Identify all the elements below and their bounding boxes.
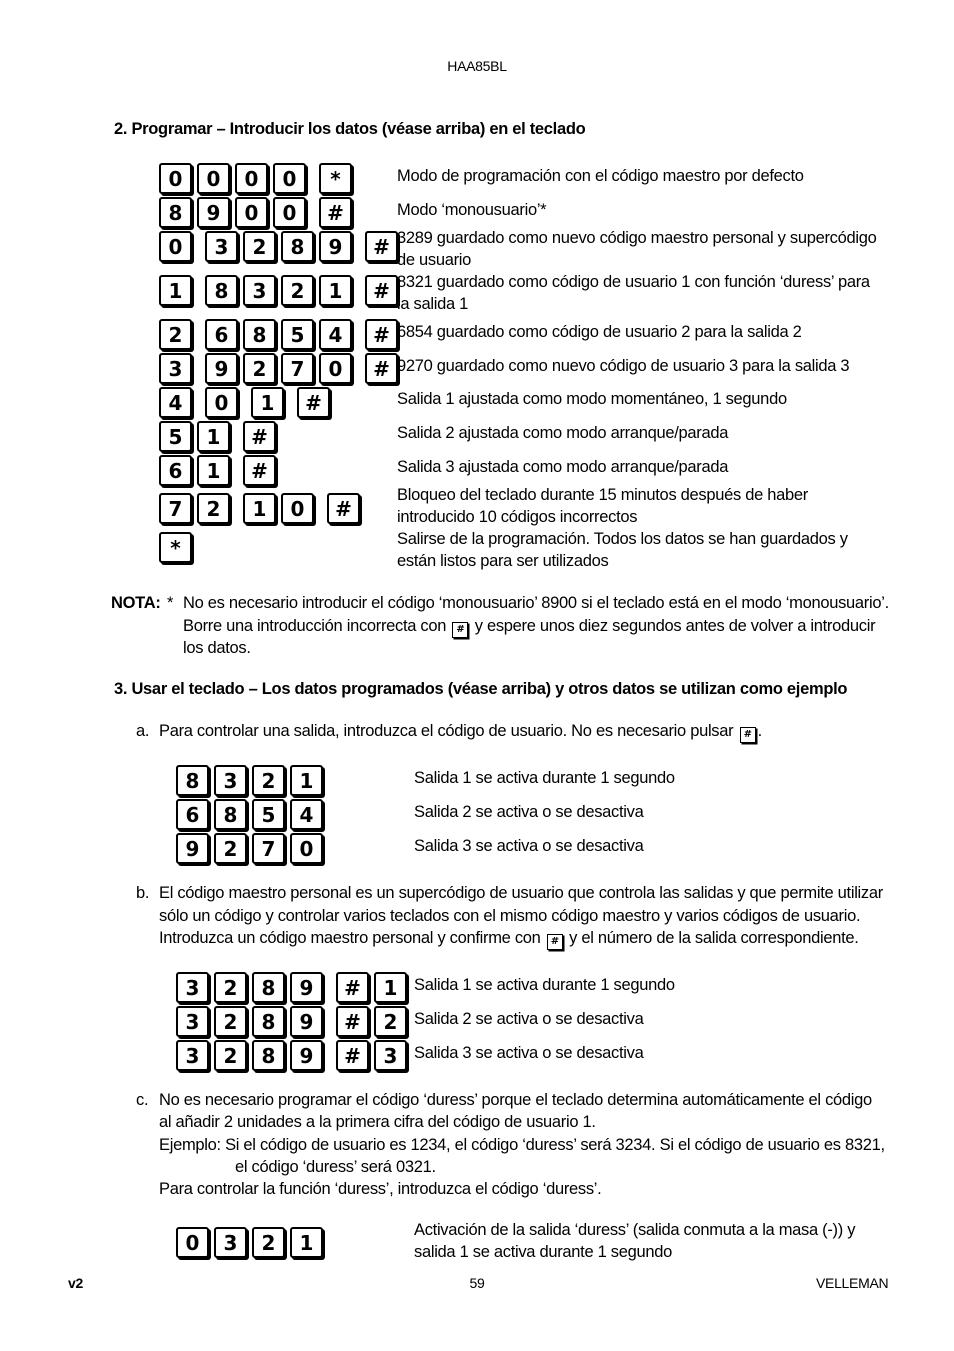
key-sequence-description: Activación de la salida ‘duress’ (salida conmuta a la masa (-)) y salida 1 se activa durante 1 segundo: [414, 1221, 856, 1261]
digit-key-1-icon: 1: [290, 765, 323, 796]
digit-key-9-icon: 9: [290, 972, 323, 1003]
hash-key-icon: #: [327, 493, 360, 524]
digit-key-3-icon: 3: [159, 353, 192, 384]
key-sequence-description: Salida 1 se activa durante 1 segundo: [414, 769, 675, 787]
digit-key-0-icon: 0: [273, 197, 306, 228]
section-2-title: 2. Programar – Introducir los datos (véase arriba) en el teclado: [114, 120, 586, 138]
hash-key-icon: #: [336, 972, 369, 1003]
item-a-marker: a.: [136, 722, 150, 740]
key-sequence-description: Modo ‘monousuario’*: [397, 201, 547, 219]
hash-key-icon: #: [319, 197, 352, 228]
digit-key-1-icon: 1: [159, 275, 192, 306]
key-sequence: [176, 765, 328, 796]
note-line-2-a: Borre una introducción incorrecta con: [183, 617, 447, 635]
key-sequence-description: 8321 guardado como código de usuario 1 con función ‘duress’ para la salida 1: [397, 273, 870, 313]
key-sequence: [159, 197, 357, 228]
digit-key-2-icon: 2: [214, 1006, 247, 1037]
key-sequence-description: 6854 guardado como código de usuario 2 para la salida 2: [397, 323, 802, 341]
key-sequence-description: Salida 1 se activa durante 1 segundo: [414, 976, 675, 994]
item-c-line-5: Para controlar la función ‘duress’, introduzca el código ‘duress’.: [159, 1180, 602, 1198]
digit-key-8-icon: 8: [205, 275, 238, 306]
digit-key-7-icon: 7: [281, 353, 314, 384]
hash-key-icon: #: [336, 1040, 369, 1071]
digit-key-6-icon: 6: [176, 799, 209, 830]
item-b-line-3-a: Introduzca un código maestro personal y confirme con: [159, 929, 541, 947]
digit-key-3-icon: 3: [176, 972, 209, 1003]
digit-key-9-icon: 9: [290, 1040, 323, 1071]
digit-key-9-icon: 9: [205, 353, 238, 384]
digit-key-2-icon: 2: [214, 972, 247, 1003]
key-sequence: [159, 532, 197, 563]
digit-key-9-icon: 9: [197, 197, 230, 228]
digit-key-2-icon: 2: [252, 765, 285, 796]
star-key-icon: *: [319, 163, 352, 194]
digit-key-2-icon: 2: [214, 1040, 247, 1071]
key-sequence: [159, 163, 357, 194]
key-sequence: [159, 275, 403, 306]
key-sequence: [159, 231, 403, 262]
digit-key-1-icon: 1: [374, 972, 407, 1003]
digit-key-4-icon: 4: [159, 387, 192, 418]
digit-key-3-icon: 3: [243, 275, 276, 306]
digit-key-2-icon: 2: [159, 319, 192, 350]
key-sequence: [159, 421, 281, 452]
key-sequence: [176, 972, 412, 1003]
footer-brand: VELLEMAN: [816, 1275, 889, 1291]
item-c-line-3: Ejemplo: Si el código de usuario es 1234, el código ‘duress’ será 3234. Si el código de usuario es 8321,: [159, 1136, 885, 1154]
star-key-icon: *: [159, 532, 192, 563]
digit-key-4-icon: 4: [319, 319, 352, 350]
digit-key-8-icon: 8: [159, 197, 192, 228]
digit-key-2-icon: 2: [243, 231, 276, 262]
digit-key-1-icon: 1: [243, 493, 276, 524]
digit-key-0-icon: 0: [235, 197, 268, 228]
digit-key-8-icon: 8: [281, 231, 314, 262]
key-sequence: [176, 1040, 412, 1071]
digit-key-7-icon: 7: [159, 493, 192, 524]
digit-key-0-icon: 0: [273, 163, 306, 194]
key-sequence-description: 9270 guardado como nuevo código de usuario 3 para la salida 3: [397, 357, 850, 375]
digit-key-8-icon: 8: [252, 1040, 285, 1071]
digit-key-0-icon: 0: [205, 387, 238, 418]
digit-key-1-icon: 1: [290, 1227, 323, 1258]
key-sequence-description: Salida 2 ajustada como modo arranque/parada: [397, 424, 729, 442]
note-line-3: los datos.: [183, 639, 251, 657]
digit-key-4-icon: 4: [290, 799, 323, 830]
hash-key-icon: #: [336, 1006, 369, 1037]
note-star: *: [167, 594, 174, 612]
digit-key-2-icon: 2: [281, 275, 314, 306]
digit-key-9-icon: 9: [290, 1006, 323, 1037]
digit-key-6-icon: 6: [205, 319, 238, 350]
digit-key-0-icon: 0: [159, 231, 192, 262]
key-sequence-description: Salirse de la programación. Todos los datos se han guardados y están listos para ser utilizados: [397, 530, 848, 570]
digit-key-5-icon: 5: [252, 799, 285, 830]
digit-key-8-icon: 8: [176, 765, 209, 796]
digit-key-5-icon: 5: [281, 319, 314, 350]
key-sequence-description: Bloqueo del teclado durante 15 minutos después de haber introducido 10 códigos incorrectos: [397, 486, 808, 526]
digit-key-8-icon: 8: [214, 799, 247, 830]
hash-key-icon: #: [365, 231, 398, 262]
key-sequence-description: Salida 2 se activa o se desactiva: [414, 803, 644, 821]
hash-key-icon: #: [365, 319, 398, 350]
hash-key-icon: #: [243, 421, 276, 452]
digit-key-3-icon: 3: [205, 231, 238, 262]
key-sequence: [159, 319, 403, 350]
digit-key-0-icon: 0: [176, 1227, 209, 1258]
key-sequence: [159, 455, 281, 486]
hash-key-icon: #: [243, 455, 276, 486]
note-line-2: [183, 615, 875, 638]
key-sequence-description: Salida 3 se activa o se desactiva: [414, 837, 644, 855]
hash-key-icon: #: [547, 934, 563, 950]
digit-key-0-icon: 0: [319, 353, 352, 384]
digit-key-1-icon: 1: [251, 387, 284, 418]
digit-key-9-icon: 9: [319, 231, 352, 262]
digit-key-0-icon: 0: [159, 163, 192, 194]
digit-key-1-icon: 1: [197, 455, 230, 486]
digit-key-6-icon: 6: [159, 455, 192, 486]
note-label: NOTA:: [111, 594, 161, 612]
hash-key-icon: #: [365, 353, 398, 384]
item-b-line-3-b: y el número de la salida correspondiente.: [569, 929, 859, 947]
item-b-line-3: [159, 927, 859, 950]
item-b-line-2: sólo un código y controlar varios teclados con el mismo código maestro y varios códigos de usuario.: [159, 907, 861, 925]
item-a-text-end: .: [757, 722, 762, 740]
key-sequence-description: Salida 1 ajustada como modo momentáneo, 1 segundo: [397, 390, 787, 408]
digit-key-3-icon: 3: [214, 765, 247, 796]
key-sequence: [159, 353, 403, 384]
item-c-line-1: No es necesario programar el código ‘duress’ porque el teclado determina automáticamente el código: [159, 1091, 872, 1109]
item-b-line-1: El código maestro personal es un supercódigo de usuario que controla las salidas y que permite utilizar: [159, 884, 883, 902]
footer-version: v2: [68, 1275, 83, 1291]
digit-key-2-icon: 2: [197, 493, 230, 524]
digit-key-0-icon: 0: [290, 833, 323, 864]
item-a-text: [159, 720, 762, 743]
digit-key-9-icon: 9: [176, 833, 209, 864]
digit-key-1-icon: 1: [197, 421, 230, 452]
hash-key-icon: #: [452, 622, 468, 638]
key-sequence: [176, 1006, 412, 1037]
key-sequence: [176, 799, 328, 830]
digit-key-7-icon: 7: [252, 833, 285, 864]
key-sequence: [159, 493, 365, 524]
key-sequence: [159, 387, 335, 418]
key-sequence-description: 3289 guardado como nuevo código maestro personal y supercódigo de usuario: [397, 229, 877, 269]
digit-key-8-icon: 8: [252, 972, 285, 1003]
key-sequence: [176, 833, 328, 864]
digit-key-5-icon: 5: [159, 421, 192, 452]
digit-key-1-icon: 1: [319, 275, 352, 306]
note-line-1: No es necesario introducir el código ‘monousuario’ 8900 si el teclado está en el modo ‘monousuario’.: [183, 594, 889, 612]
digit-key-3-icon: 3: [214, 1227, 247, 1258]
note-line-2-b: y espere unos diez segundos antes de volver a introducir: [474, 617, 876, 635]
key-sequence-description: Modo de programación con el código maestro por defecto: [397, 167, 804, 185]
header-model: HAA85BL: [447, 58, 507, 74]
digit-key-2-icon: 2: [374, 1006, 407, 1037]
digit-key-2-icon: 2: [243, 353, 276, 384]
key-sequence: [176, 1227, 328, 1258]
hash-key-icon: #: [740, 727, 756, 743]
digit-key-3-icon: 3: [374, 1040, 407, 1071]
item-c-line-4: el código ‘duress’ será 0321.: [235, 1158, 436, 1176]
digit-key-3-icon: 3: [176, 1040, 209, 1071]
digit-key-0-icon: 0: [235, 163, 268, 194]
digit-key-3-icon: 3: [176, 1006, 209, 1037]
digit-key-0-icon: 0: [197, 163, 230, 194]
digit-key-2-icon: 2: [252, 1227, 285, 1258]
item-c-line-2: al añadir 2 unidades a la primera cifra del código de usuario 1.: [159, 1113, 596, 1131]
digit-key-0-icon: 0: [281, 493, 314, 524]
item-a-text-main: Para controlar una salida, introduzca el código de usuario. No es necesario pulsar: [159, 722, 734, 740]
hash-key-icon: #: [365, 275, 398, 306]
section-3-title: 3. Usar el teclado – Los datos programados (véase arriba) y otros datos se utilizan como ejemplo: [114, 680, 848, 698]
key-sequence-description: Salida 2 se activa o se desactiva: [414, 1010, 644, 1028]
digit-key-2-icon: 2: [214, 833, 247, 864]
item-c-marker: c.: [136, 1091, 149, 1109]
key-sequence-description: Salida 3 ajustada como modo arranque/parada: [397, 458, 729, 476]
footer-page-number: 59: [469, 1275, 485, 1291]
item-b-marker: b.: [136, 884, 150, 902]
digit-key-8-icon: 8: [243, 319, 276, 350]
hash-key-icon: #: [297, 387, 330, 418]
key-sequence-description: Salida 3 se activa o se desactiva: [414, 1044, 644, 1062]
digit-key-8-icon: 8: [252, 1006, 285, 1037]
